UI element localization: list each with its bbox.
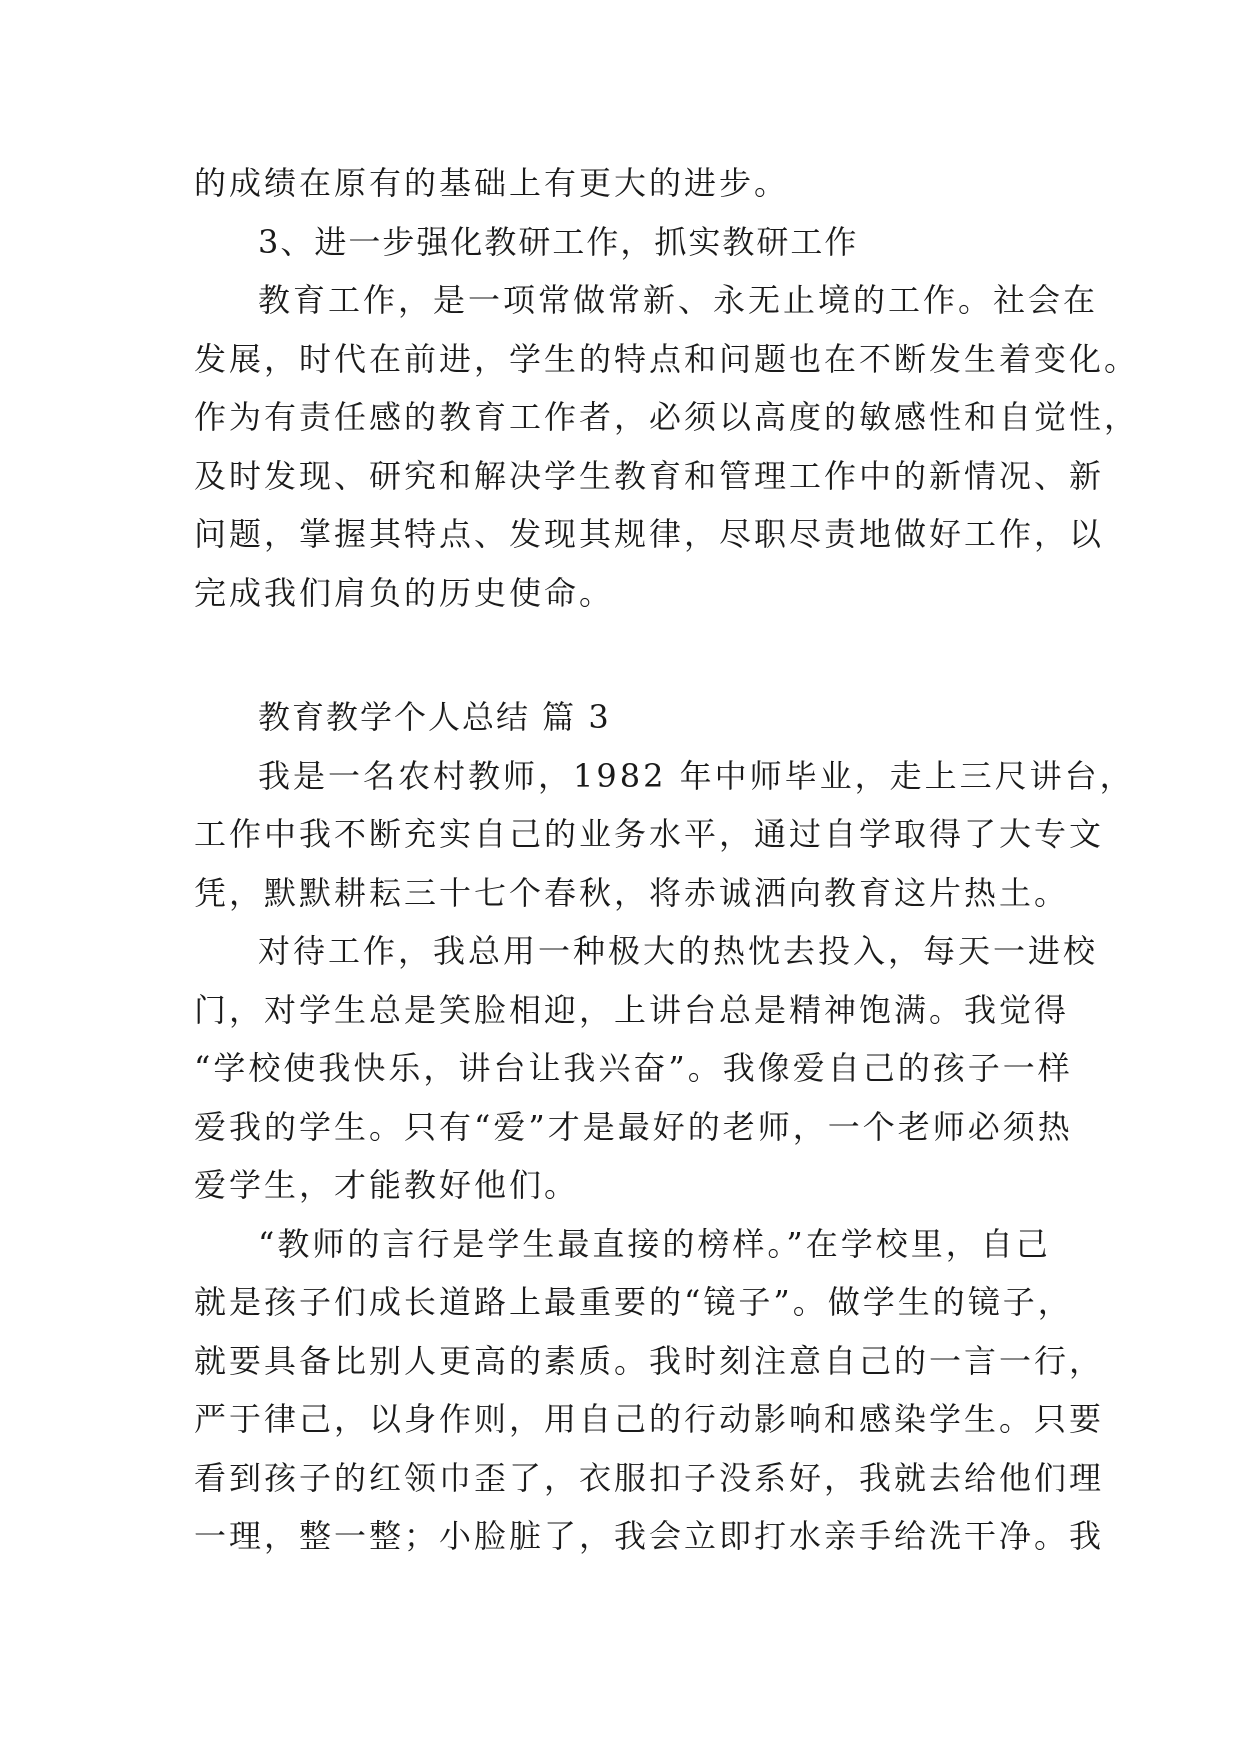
paragraph-line: 作为有责任感的教育工作者，必须以高度的敏感性和自觉性， xyxy=(194,398,1140,436)
paragraph-line: 对待工作，我总用一种极大的热忱去投入，每天一进校 xyxy=(258,932,1099,970)
paragraph-line: 问题，掌握其特点、发现其规律，尽职尽责地做好工作，以 xyxy=(194,515,1105,553)
paragraph-line: “学校使我快乐，讲台让我兴奋”。我像爱自己的孩子一样 xyxy=(194,1049,1073,1087)
paragraph-line: 及时发现、研究和解决学生教育和管理工作中的新情况、新 xyxy=(194,456,1105,495)
paragraph-line: 就是孩子们成长道路上最重要的“镜子”。做学生的镜子， xyxy=(194,1283,1073,1321)
paragraph-line: 门，对学生总是笑脸相迎，上讲台总是精神饱满。我觉得 xyxy=(194,990,1070,1029)
subheading: 3、进一步强化教研工作，抓实教研工作 xyxy=(258,222,859,261)
paragraph-line: 看到孩子的红领巾歪了，衣服扣子没系好，我就去给他们理 xyxy=(194,1458,1105,1497)
paragraph-line: 我是一名农村教师，1982 年中师毕业，走上三尺讲台， xyxy=(258,756,1135,795)
paragraph-line: 爱我的学生。只有“爱”才是最好的老师，一个老师必须热 xyxy=(194,1107,1073,1146)
paragraph-line: 发展，时代在前进，学生的特点和问题也在不断发生着变化。 xyxy=(194,339,1140,378)
paragraph-line: 爱学生，才能教好他们。 xyxy=(194,1166,580,1204)
paragraph-line: 工作中我不断充实自己的业务水平，通过自学取得了大专文 xyxy=(194,815,1105,853)
paragraph-line: 凭，默默耕耘三十七个春秋，将赤诚洒向教育这片热土。 xyxy=(194,873,1070,912)
document-body xyxy=(194,154,1140,1566)
paragraph-line: 教育工作，是一项常做常新、永无止境的工作。社会在 xyxy=(258,281,1099,319)
section-title: 教育教学个人总结 篇 3 xyxy=(258,698,611,736)
paragraph-line: “教师的言行是学生最直接的榜样。”在学校里，自己 xyxy=(258,1224,1051,1263)
paragraph-line: 严于律己，以身作则，用自己的行动影响和感染学生。只要 xyxy=(194,1400,1105,1438)
paragraph-line: 一理，整一整；小脸脏了，我会立即打水亲手给洗干净。我 xyxy=(194,1517,1105,1555)
paragraph-line: 就要具备比别人更高的素质。我时刻注意自己的一言一行， xyxy=(194,1341,1105,1380)
paragraph-line: 完成我们肩负的历史使命。 xyxy=(194,573,615,612)
section-gap xyxy=(194,622,1054,688)
paragraph-line: 的成绩在原有的基础上有更大的进步。 xyxy=(194,164,790,202)
